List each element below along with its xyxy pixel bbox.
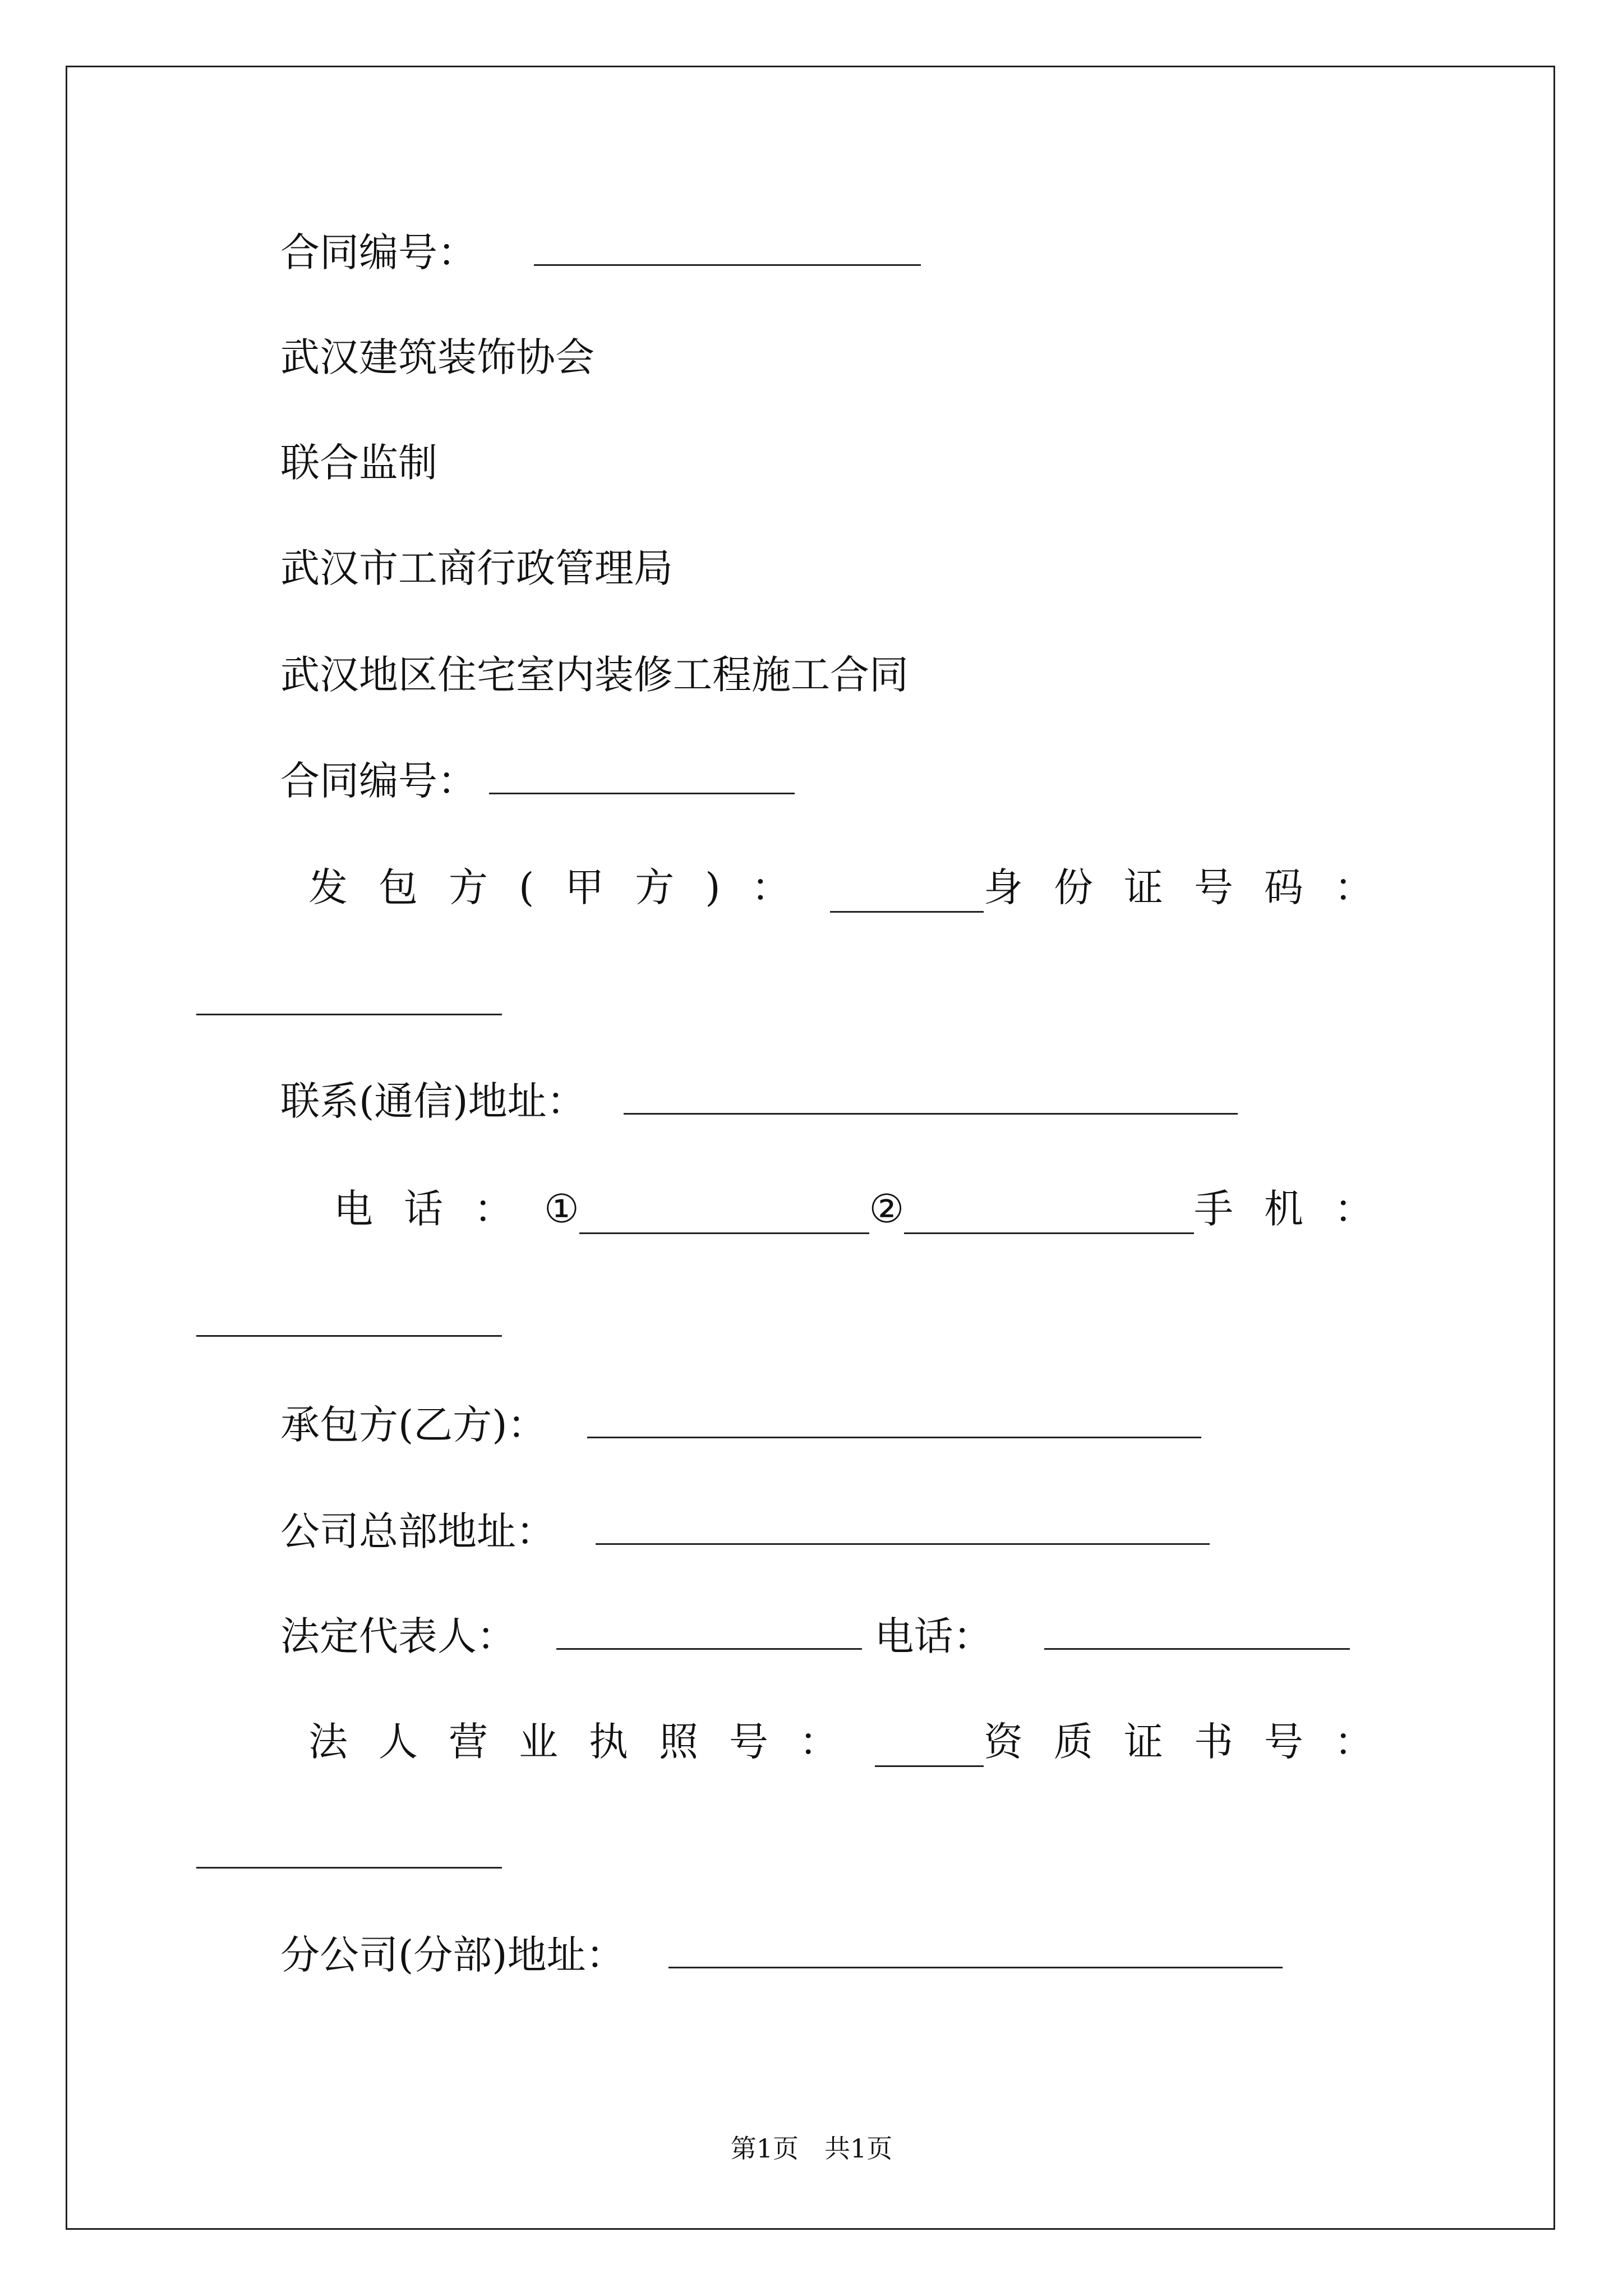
party-a-row: [308, 862, 1404, 913]
contact-address-row: [280, 1076, 1238, 1126]
license-label: 法人营业执照号：: [308, 1719, 869, 1765]
legal-phone-label: 电话：: [874, 1613, 993, 1659]
phone-row: [334, 1184, 1404, 1234]
contract-number-label-2: 合同编号：: [280, 758, 477, 804]
org-line-2: 联合监制: [280, 440, 437, 486]
branch-address-blank[interactable]: [668, 1932, 1283, 1968]
hq-address-row: [280, 1506, 1210, 1557]
org-line-3: 武汉市工商行政管理局: [280, 545, 673, 591]
contract-number-row-2: [280, 756, 795, 806]
contract-number-label: 合同编号：: [280, 229, 477, 275]
id-number-blank[interactable]: [196, 1008, 502, 1015]
party-a-label: 发包方(甲方)：: [308, 864, 822, 910]
cert-label: 资质证书号：: [984, 1719, 1404, 1765]
cert-blank[interactable]: [196, 1861, 502, 1869]
page-border: [66, 66, 1555, 2230]
party-b-label: 承包方(乙方)：: [280, 1402, 547, 1448]
org-line-1: 武汉建筑装饰协会: [280, 334, 594, 380]
phone-blank-2[interactable]: [904, 1198, 1194, 1234]
legal-phone-blank[interactable]: [1044, 1613, 1350, 1650]
contact-address-blank[interactable]: [624, 1078, 1238, 1115]
hq-address-label: 公司总部地址：: [280, 1508, 555, 1554]
phone-mark-1: ①: [544, 1186, 579, 1232]
contract-number-blank-2[interactable]: [489, 758, 795, 794]
phone-blank-1[interactable]: [579, 1198, 869, 1234]
legal-rep-blank[interactable]: [556, 1613, 862, 1650]
contract-title: 武汉地区住宅室内装修工程施工合同: [280, 652, 909, 698]
branch-address-row: [280, 1930, 1283, 1980]
contact-address-label: 联系(通信)地址：: [280, 1078, 586, 1124]
mobile-label: 手机：: [1194, 1186, 1404, 1232]
phone-mark-2: ②: [869, 1186, 905, 1232]
license-blank[interactable]: [875, 1731, 984, 1767]
id-number-label: 身份证号码：: [984, 864, 1404, 910]
contract-number-row-1: [280, 227, 921, 278]
mobile-blank[interactable]: [196, 1329, 502, 1337]
contract-number-blank[interactable]: [534, 229, 921, 266]
legal-rep-label: 法定代表人：: [280, 1613, 516, 1659]
phone-label: 电话：: [334, 1186, 544, 1232]
legal-rep-row: [280, 1611, 1350, 1662]
party-a-blank[interactable]: [830, 876, 984, 913]
license-row: [308, 1717, 1404, 1767]
branch-address-label: 分公司(分部)地址：: [280, 1932, 625, 1978]
party-b-row: [280, 1400, 1201, 1450]
party-b-blank[interactable]: [587, 1402, 1201, 1438]
page-footer: 第1页 共1页: [730, 2133, 893, 2164]
hq-address-blank[interactable]: [596, 1508, 1210, 1545]
